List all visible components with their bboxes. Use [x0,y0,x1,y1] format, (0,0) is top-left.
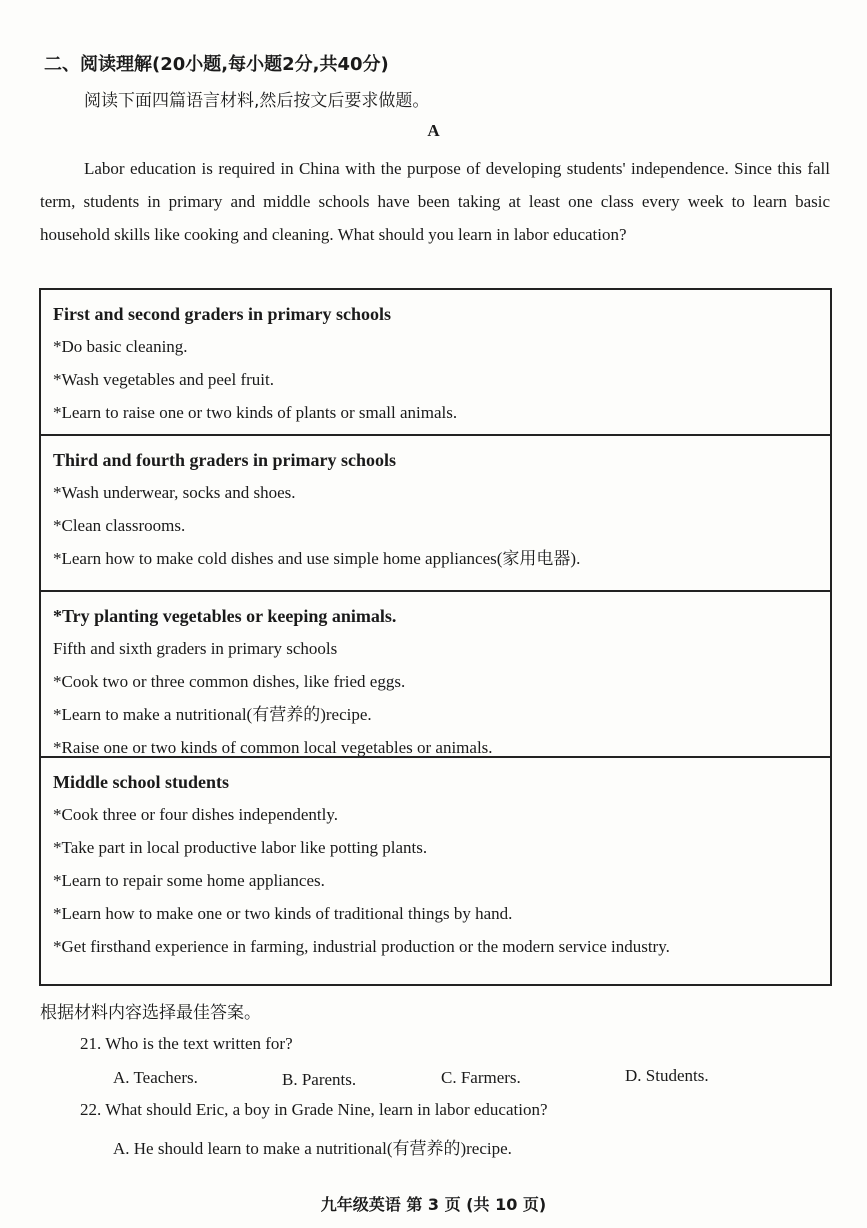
q22-option-a: A. He should learn to make a nutritional(有营养的)recipe. [113,1139,512,1158]
list-item: *Learn to raise one or two kinds of plants or small animals. [53,403,458,422]
section-heading: 二、阅读理解(20小题,每小题2分,共40分) [44,54,389,75]
q21-option-b: B. Parents. [282,1070,357,1089]
grade-table [39,288,832,986]
list-item: *Cook three or four dishes independently. [53,805,338,824]
q21-option-c: C. Farmers. [441,1068,521,1087]
q21-option-d: D. Students. [625,1066,709,1085]
list-item: *Learn to repair some home appliances. [53,871,325,890]
table-block-middle-school [41,758,830,984]
page-footer: 九年级英语 第 3 页 (共 10 页) [320,1195,547,1214]
list-item: *Wash vegetables and peel fruit. [53,370,274,389]
list-item: *Get firsthand experience in farming, industrial production or the modern service industry. [53,937,670,956]
q21-option-a: A. Teachers. [113,1068,198,1087]
list-item: *Learn how to make cold dishes and use simple home appliances(家用电器). [53,549,581,568]
block-subheading: Fifth and sixth graders in primary schools [53,639,338,658]
list-item: *Learn to make a nutritional(有营养的)recipe. [53,705,372,724]
list-item: *Do basic cleaning. [53,337,188,356]
list-item: *Wash underwear, socks and shoes. [53,483,296,502]
block-heading: First and second graders in primary schools [53,304,392,324]
block-heading: Third and fourth graders in primary schools [53,450,397,470]
question-22: 22. What should Eric, a boy in Grade Nine, learn in labor education? [80,1100,548,1119]
passage-paragraph: Labor education is required in China with the purpose of developing students' independence. Since this fall term, students in primary and middle schools have been taking at least one class every week to learn basic household skills like cooking and cleaning. What should you learn in labor education? [40,159,830,244]
list-item: *Cook two or three common dishes, like fried eggs. [53,672,406,691]
list-item: *Raise one or two kinds of common local vegetables or animals. [53,738,493,757]
answer-instruction: 根据材料内容选择最佳答案。 [40,1003,261,1023]
question-21: 21. Who is the text written for? [80,1034,293,1053]
list-item: *Take part in local productive labor like potting plants. [53,838,428,857]
block-heading: *Try planting vegetables or keeping animals. [53,606,397,626]
passage-letter: A [427,121,440,140]
list-item: *Clean classrooms. [53,516,186,535]
block-heading: Middle school students [53,772,230,792]
table-block-grades-5-6 [41,592,830,758]
table-block-grades-1-2 [41,290,830,436]
section-intro: 阅读下面四篇语言材料,然后按文后要求做题。 [84,91,430,111]
table-block-grades-3-4 [41,436,830,592]
list-item: *Learn how to make one or two kinds of traditional things by hand. [53,904,513,923]
